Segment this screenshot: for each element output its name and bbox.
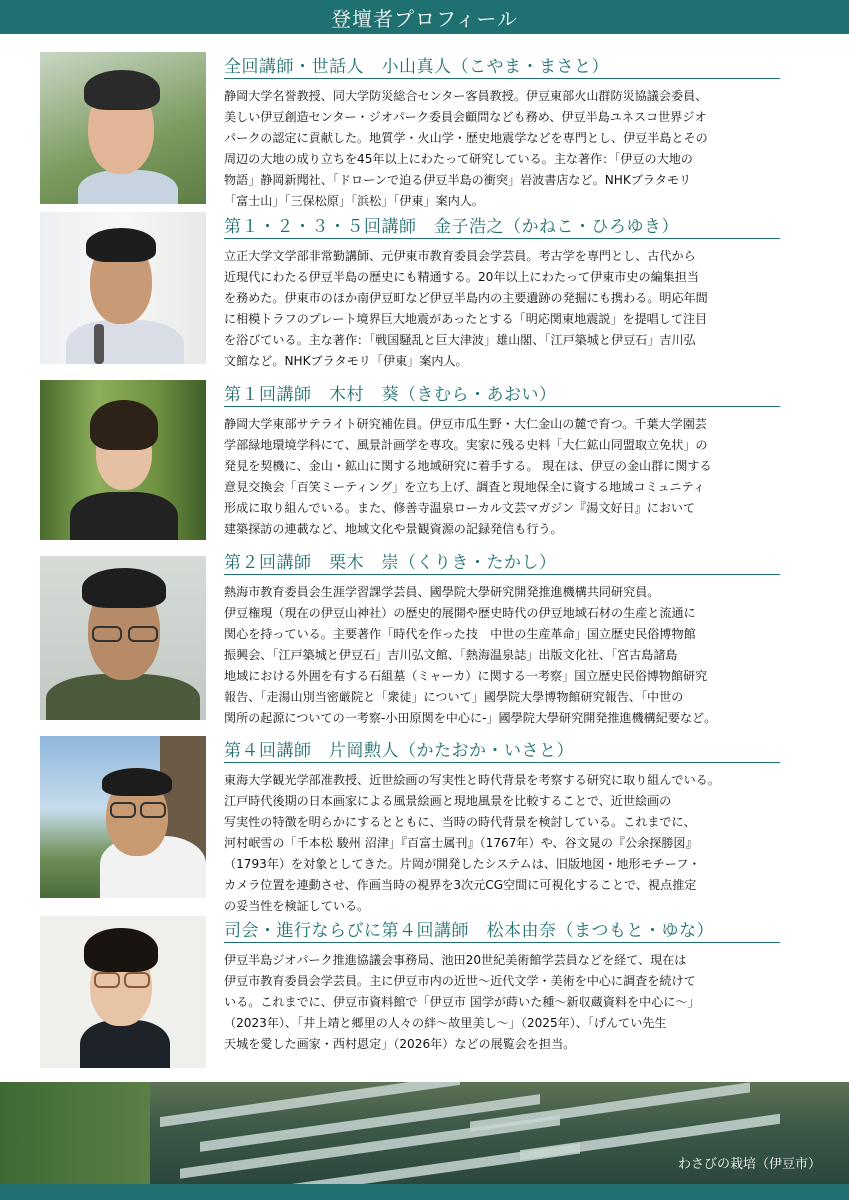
footer-bar [0, 1184, 849, 1200]
bio-line: を務めた。伊東市のほか南伊豆町など伊豆半島内の主要遺跡の発掘にも携わる。明応年間 [224, 291, 708, 305]
page-header [0, 0, 849, 34]
bio-line: 伊豆市教育委員会学芸員。主に伊豆市内の近世～近代文学・美術を中心に調査を続けて [224, 974, 696, 988]
bio-line: 形成に取り組んでいる。また、修善寺温泉ローカル文芸マガジン『湯文好日』において [224, 501, 696, 515]
name-underline [224, 238, 780, 239]
bio-line: の妥当性を検証している。 [224, 899, 370, 913]
speaker-name: 第２回講師 栗木 崇（くりき・たかし） [224, 553, 557, 573]
bio-line: （1793年）を対象としてきた。片岡が開発したシステムは、旧版地図・地形モチーフ・ [224, 857, 701, 871]
speaker-bio [224, 950, 790, 1055]
speaker-bio [224, 582, 790, 729]
bio-line: を浴びている。主な著作：「戦国騒乱と巨大津波」雄山閣、「江戸築城と伊豆石」吉川弘 [224, 333, 696, 347]
speaker-name: 第４回講師 片岡勲人（かたおか・いさと） [224, 741, 574, 761]
bio-line: いる。これまでに、伊豆市資料館で「伊豆市 国学が蒔いた種～新収蔵資料を中心に～」 [224, 995, 700, 1009]
bio-line: 文館など。NHKブラタモリ「伊東」案内人。 [224, 354, 468, 368]
bio-line: 東海大学観光学部准教授、近世絵画の写実性と時代背景を考察する研究に取り組んでいる。 [224, 773, 720, 787]
bio-line: 江戸時代後期の日本画家による風景絵画と現地風景を比較することで、近世絵画の [224, 794, 672, 808]
name-underline [224, 942, 780, 943]
bio-line: 伊豆権現（現在の伊豆山神社）の歴史的展開や歴史時代の伊豆地域石材の生産と流通に [224, 606, 696, 620]
bio-line: 関心を持っている。主要著作「時代を作った技 中世の生産革命」国立歴史民俗博物館 [224, 627, 696, 641]
portrait-photo [40, 556, 206, 720]
speaker-bio [224, 86, 790, 212]
speaker-name: 第１・２・３・５回講師 金子浩之（かねこ・ひろゆき） [224, 217, 679, 237]
bio-line: 周辺の大地の成り立ちを45年以上にわたって研究している。主な著作：「伊豆の大地の [224, 152, 693, 166]
bio-line: 立正大学文学部非常勤講師、元伊東市教育委員会学芸員。考古学を専門とし、古代から [224, 249, 696, 263]
bio-line: に相模トラフのプレート境界巨大地震があったとする「明応関東地震説」を提唱して注目 [224, 312, 708, 326]
speaker-name: 第１回講師 木村 葵（きむら・あおい） [224, 385, 557, 405]
bio-line: 伊豆半島ジオパーク推進協議会事務局、池田20世紀美術館学芸員などを経て、現在は [224, 953, 687, 967]
speaker-bio [224, 770, 790, 917]
photo-caption: わさびの栽培（伊豆市） [677, 1157, 821, 1172]
bio-line: 「富士山」「三保松原」「浜松」「伊東」案内人。 [224, 194, 485, 208]
bio-line: 振興会、「江戸築城と伊豆石」吉川弘文館、「熱海温泉誌」出版文化社、「宮古島諸島 [224, 648, 678, 662]
bio-line: 美しい伊豆創造センター・ジオパーク委員会顧問なども務め、伊豆半島ユネスコ世界ジオ [224, 110, 707, 124]
portrait-photo [40, 736, 206, 898]
portrait-photo [40, 916, 206, 1068]
name-underline [224, 78, 780, 79]
bio-line: 河村岷雪の「千本松 駿州 沼津」『百富士属刊』（1767年）や、谷文晁の『公余探勝図』 [224, 836, 698, 850]
name-underline [224, 406, 780, 407]
speaker-name: 司会・進行ならびに第４回講師 松本由奈（まつもと・ゆな） [224, 921, 714, 941]
portrait-photo [40, 380, 206, 540]
bio-line: 静岡大学名誉教授、同大学防災総合センター客員教授。伊豆東部火山群防災協議会委員、 [224, 89, 708, 103]
bio-line: カメラ位置を連動させ、作画当時の視界を3次元CG空間に可視化することで、視点推定 [224, 878, 697, 892]
bio-line: 発見を契機に、金山・鉱山に関する地域研究に着手する。 現在は、伊豆の金山群に関する [224, 459, 712, 473]
portrait-photo [40, 52, 206, 204]
speaker-bio [224, 414, 790, 540]
bio-line: 報告、「走湯山別当密厳院と「衆徒」について」國學院大學博物館研究報告、「中世の [224, 690, 684, 704]
bio-line: 地域における外囲を有する石組墓（ミャーカ）に関する一考察」国立歴史民俗博物館研究 [224, 669, 708, 683]
bio-line: 学部緑地環境学科にて、風景計画学を専攻。実家に残る史料「大仁鉱山同盟取立免状」の [224, 438, 708, 452]
wasabi-farm-photo [0, 1082, 849, 1184]
bio-line: 関所の起源についての一考察-小田原関を中心に-」國學院大學研究開発推進機構紀要など。 [224, 711, 717, 725]
page-title: 登壇者プロフィール [331, 6, 518, 31]
bio-line: 物語」静岡新聞社、「ドローンで迫る伊豆半島の衝突」岩波書店など。NHKブラタモリ [224, 173, 692, 187]
bio-line: （2023年）、「井上靖と郷里の人々の絆～故里美し～」（2025年）、「げんてい先生 [224, 1016, 667, 1030]
portrait-photo [40, 212, 206, 364]
bio-line: 熱海市教育委員会生涯学習課学芸員、國學院大學研究開発推進機構共同研究員。 [224, 585, 660, 599]
bio-line: パークの認定に貢献した。地質学・火山学・歴史地震学などを専門とし、伊豆半島とその [224, 131, 708, 145]
name-underline [224, 574, 780, 575]
speaker-name: 全回講師・世話人 小山真人（こやま・まさと） [224, 57, 609, 77]
name-underline [224, 762, 780, 763]
speaker-bio [224, 246, 790, 372]
bio-line: 天城を愛した画家・西村恩定」（2026年）などの展覧会を担当。 [224, 1037, 576, 1051]
bio-line: 意見交換会「百笑ミーティング」を立ち上げ、調査と現地保全に資する地域コミュニティ [224, 480, 705, 494]
bio-line: 建築探訪の連載など、地域文化や景観資源の記録発信も行う。 [224, 522, 563, 536]
bio-line: 写実性の特徴を明らかにするとともに、当時の時代背景を検討している。これまでに、 [224, 815, 696, 829]
bio-line: 近現代にわたる伊豆半島の歴史にも精通する。20年以上にわたって伊東市史の編集担当 [224, 270, 699, 284]
bio-line: 静岡大学東部サテライト研究補佐員。伊豆市瓜生野・大仁金山の麓で育つ。千葉大学園芸 [224, 417, 707, 431]
